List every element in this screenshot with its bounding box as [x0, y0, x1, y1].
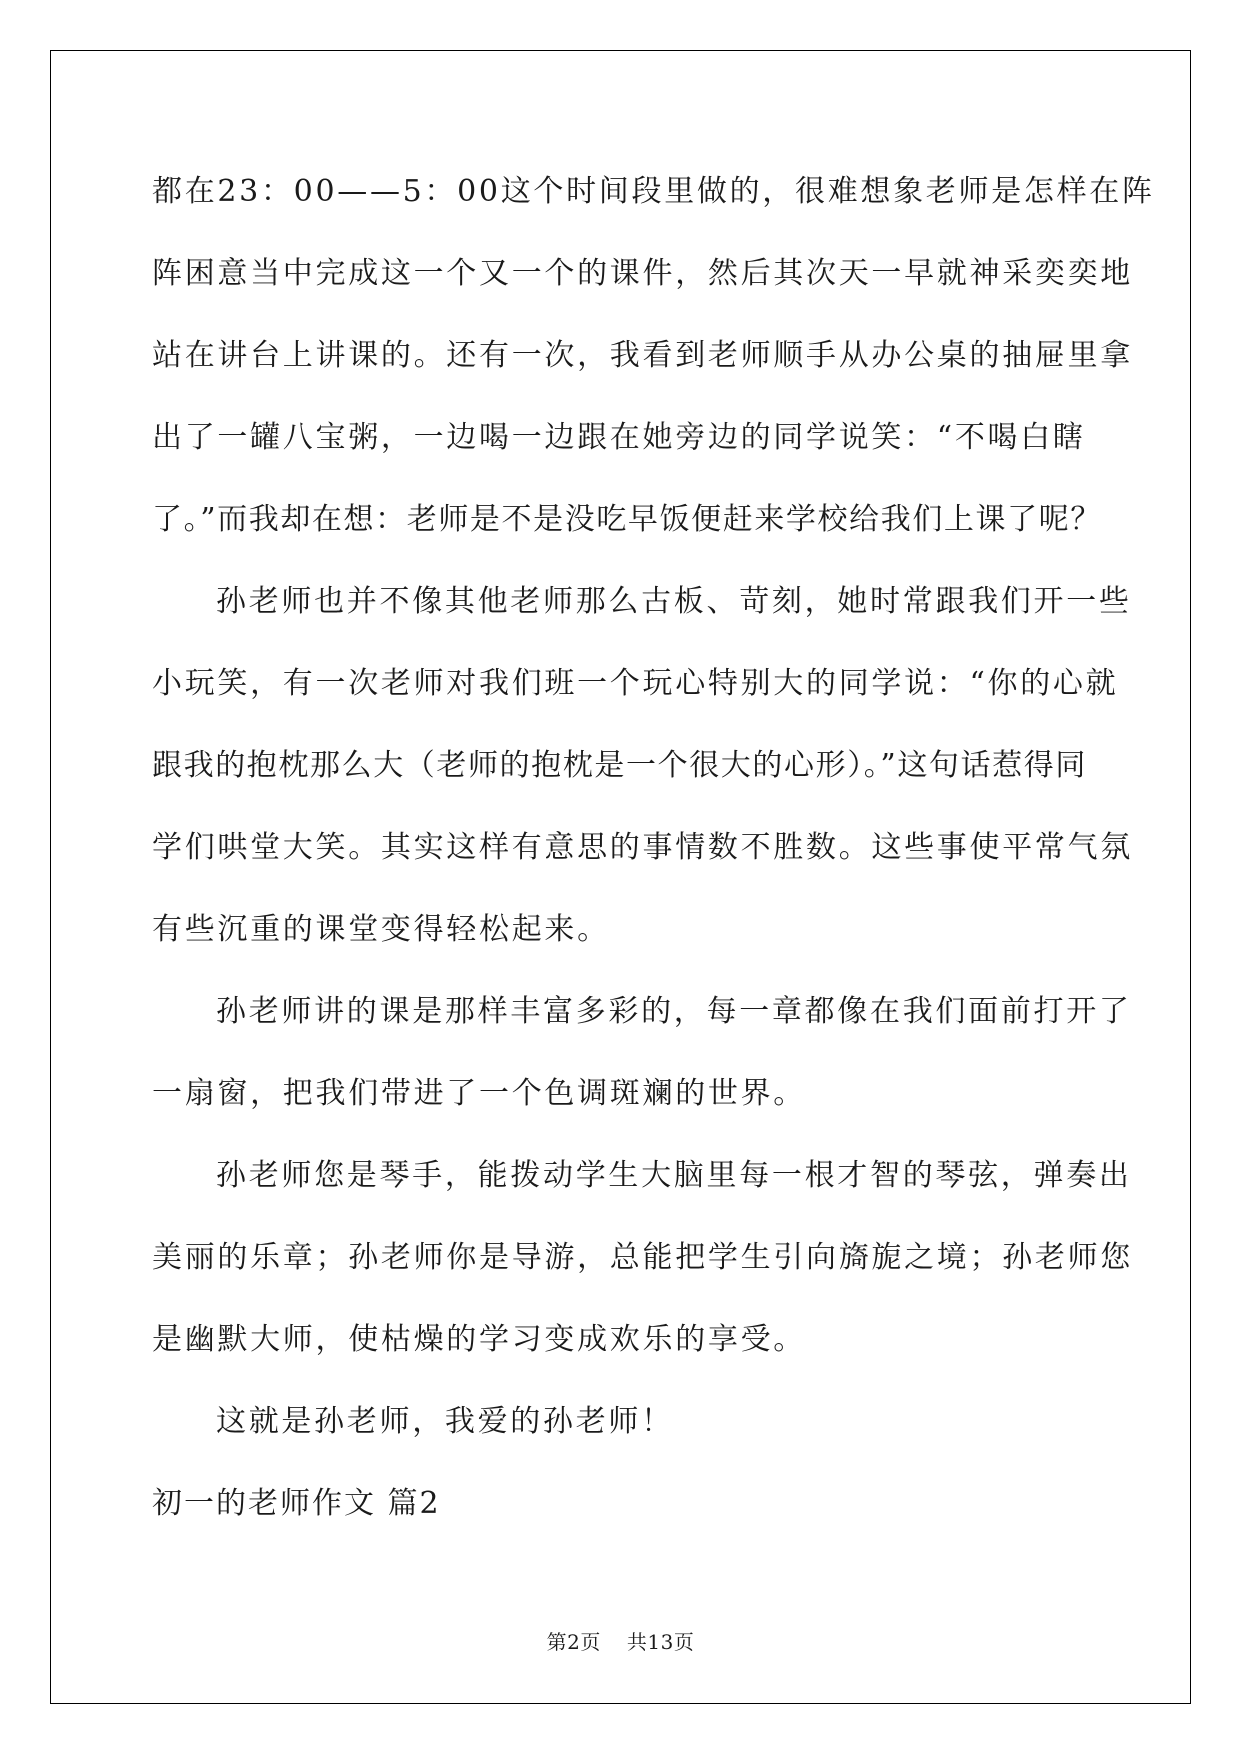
text-line: 跟我的抱枕那么大（老师的抱枕是一个很大的心形）。”这句话惹得同 [152, 748, 1087, 783]
text-line: 孙老师您是琴手，能拨动学生大脑里每一根才智的琴弦，弹奏出 [216, 1158, 1132, 1193]
paragraph-3 [152, 982, 1132, 1146]
page-total: 共13页 [626, 1630, 695, 1654]
paragraph-2 [152, 572, 1133, 982]
text-line: 美丽的乐章；孙老师你是导游，总能把学生引向旖旎之境；孙老师您 [152, 1240, 1133, 1275]
text-line: 出了一罐八宝粥，一边喝一边跟在她旁边的同学说笑：“不喝白瞎 [152, 420, 1086, 455]
text-line: 站在讲台上讲课的。还有一次，我看到老师顺手从办公桌的抽屉里拿 [152, 338, 1133, 373]
text-line: 一扇窗，把我们带进了一个色调斑斓的世界。 [152, 1076, 806, 1111]
text-line: 孙老师也并不像其他老师那么古板、苛刻，她时常跟我们开一些 [216, 584, 1132, 619]
page-footer [0, 1626, 1241, 1655]
text-line: 了。”而我却在想：老师是不是没吃早饭便赶来学校给我们上课了呢？ [152, 502, 1102, 537]
text-line: 阵困意当中完成这一个又一个的课件，然后其次天一早就神采奕奕地 [152, 256, 1133, 291]
text-line: 这就是孙老师，我爱的孙老师！ [216, 1404, 674, 1439]
text-line: 都在23：00——5：00这个时间段里做的，很难想象老师是怎样在阵 [152, 174, 1155, 209]
paragraph-1 [152, 162, 1155, 572]
page-number: 第2页 [546, 1630, 601, 1654]
paragraph-5 [152, 1392, 1092, 1474]
text-line: 有些沉重的课堂变得轻松起来。 [152, 912, 610, 947]
section-title: 初一的老师作文 篇2 [152, 1486, 441, 1521]
text-line: 是幽默大师，使枯燥的学习变成欢乐的享受。 [152, 1322, 806, 1357]
paragraph-4 [152, 1146, 1133, 1392]
text-line: 孙老师讲的课是那样丰富多彩的，每一章都像在我们面前打开了 [216, 994, 1132, 1029]
text-line: 学们哄堂大笑。其实这样有意思的事情数不胜数。这些事使平常气氛 [152, 830, 1133, 865]
text-line: 小玩笑，有一次老师对我们班一个玩心特别大的同学说：“你的心就 [152, 666, 1119, 701]
document-body [152, 162, 1155, 1556]
